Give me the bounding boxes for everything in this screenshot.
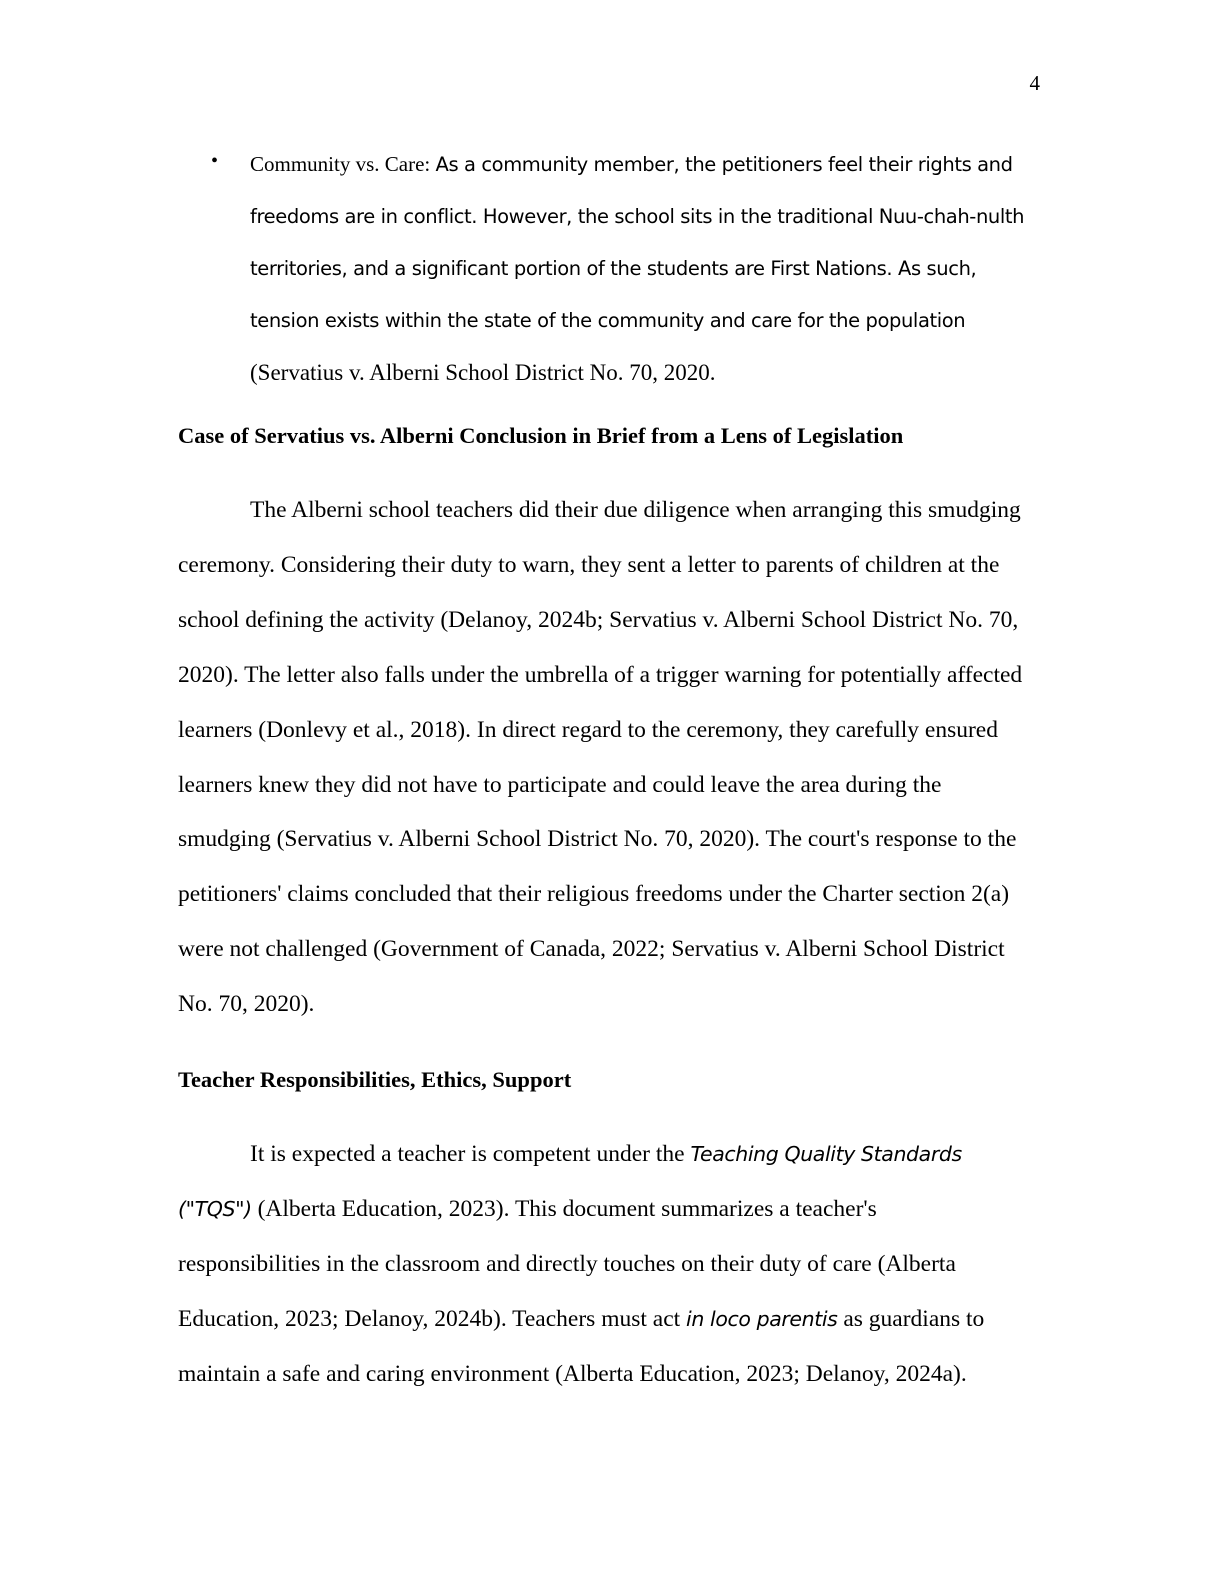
italic-latin-phrase: in loco parentis (686, 1306, 838, 1331)
section-heading-teacher-responsibilities: Teacher Responsibilities, Ethics, Support (178, 1067, 572, 1092)
paragraph-line: ceremony. Considering their duty to warn, they sent a letter to parents of children at the (178, 551, 1000, 578)
paragraph-line (178, 1182, 1048, 1237)
paragraph-line: responsibilities in the classroom and directly touches on their duty of care (Alberta (178, 1250, 956, 1277)
line-text: (Alberta Education, 2023). This document summarizes a teacher's (251, 1195, 877, 1222)
paragraph-line: learners knew they did not have to participate and could leave the area during the (178, 771, 942, 798)
bullet-line-text: As a community member, the petitioners feel their rights and (435, 153, 1013, 176)
paragraph-line: 2020). The letter also falls under the umbrella of a trigger warning for potentially affected (178, 661, 1023, 688)
paragraph-line: No. 70, 2020). (178, 991, 315, 1018)
section-heading-conclusion: Case of Servatius vs. Alberni Conclusion in Brief from a Lens of Legislation (178, 423, 904, 448)
bullet-line: (Servatius v. Alberni School District No. 70, 2020. (250, 360, 716, 385)
bullet-lead-label: Community vs. Care: (250, 152, 436, 176)
italic-abbreviation: ("TQS") (178, 1196, 252, 1221)
paragraph-conclusion (178, 483, 1048, 1032)
paragraph-line: petitioners' claims concluded that their religious freedoms under the Charter section 2(a) (178, 881, 1010, 908)
paragraph-line: maintain a safe and caring environment (Alberta Education, 2023; Delanoy, 2024a). (178, 1360, 967, 1387)
paragraph-line (178, 1292, 1048, 1347)
paragraph-line: smudging (Servatius v. Alberni School District No. 70, 2020). The court's response to the (178, 826, 1017, 853)
paragraph-line: learners (Donlevy et al., 2018). In direct regard to the ceremony, they carefully ensured (178, 716, 998, 743)
bullet-line: territories, and a significant portion of the students are First Nations. As such, (250, 257, 977, 280)
paragraph-line (178, 1127, 1048, 1182)
page-number: 4 (1029, 71, 1040, 95)
paragraph-line: were not challenged (Government of Canada, 2022; Servatius v. Alberni School District (178, 936, 1005, 963)
paragraph-line: The Alberni school teachers did their due diligence when arranging this smudging (250, 497, 1021, 523)
bullet-item-community-vs-care (250, 138, 1040, 399)
paragraph-line: school defining the activity (Delanoy, 2024b; Servatius v. Alberni School District No. 70, (178, 606, 1019, 633)
line-text: It is expected a teacher is competent under the (250, 1141, 691, 1167)
bullet-marker: • (211, 150, 219, 172)
line-text: as guardians to (837, 1305, 985, 1332)
bullet-line: tension exists within the state of the community and care for the population (250, 309, 966, 332)
paragraph-teacher-responsibilities (178, 1127, 1048, 1402)
bullet-line (250, 138, 1040, 191)
bullet-line: freedoms are in conflict. However, the school sits in the traditional Nuu-chah-nulth (250, 205, 1025, 228)
line-text: Education, 2023; Delanoy, 2024b). Teachers must act (178, 1305, 687, 1332)
italic-title: Teaching Quality Standards (690, 1142, 962, 1166)
